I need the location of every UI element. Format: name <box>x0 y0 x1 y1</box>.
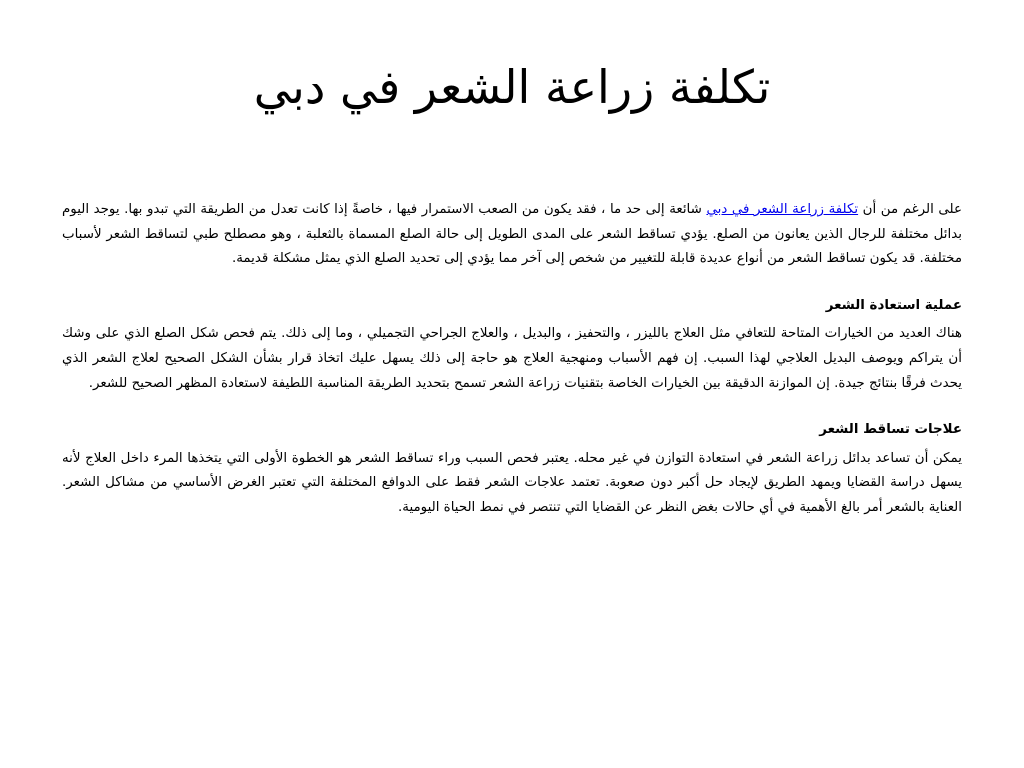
section-heading-hair-loss-treatments: علاجات تساقط الشعر <box>819 422 962 438</box>
slide-title: تكلفة زراعة الشعر في دبي <box>253 60 771 114</box>
intro-paragraph <box>62 198 962 272</box>
hair-transplant-cost-link[interactable]: تكلفة زراعة الشعر في دبي <box>706 202 859 217</box>
intro-text-after-link: شائعة إلى حد ما ، فقد يكون من الصعب الاستمرار فيها ، خاصةً إذا كانت تعدل من الطريقة التي تبدو بها. يوجد اليوم بدائل مختلفة للرجال الذين يعانون من الصلع. يؤدي تساقط الشعر على المدى الطويل إلى حالة الصلع المسماة بالثعلبة ، وهو مصطلح طبي لتساقط الشعر لأسباب مختلفة. قد يكون تساقط الشعر من أنواع عديدة قابلة للتغيير من شخص إلى آخر مما يؤدي إلى تحديد الصلع الذي يمثل مشكلة قديمة. <box>62 202 962 267</box>
slide-content <box>62 198 962 543</box>
section-heading-hair-restoration: عملية استعادة الشعر <box>825 297 962 313</box>
intro-text-before-link: على الرغم من أن <box>858 202 962 217</box>
section-body-hair-restoration: هناك العديد من الخيارات المتاحة للتعافي مثل العلاج بالليزر ، والتحفيز ، والبديل ، والعلاج الجراحي التجميلي ، وما إلى ذلك. يتم فحص شكل الصلع الذي على وشك أن يتراكم ويوصف البديل العلاجي لهذا السبب. إن فهم الأسباب ومنهجية العلاج هو حاجة إلى ذلك يسهل عليك اتخاذ قرار بشأن الشكل الصحيح لعلاج الشعر الذي يحدث فرقًا بنتائج جيدة. إن الموازنة الدقيقة بين الخيارات الخاصة بتقنيات زراعة الشعر تسمح بتحديد الطريقة المناسبة اللطيفة لاستعادة المظهر الصحيح للشعر. <box>62 326 962 391</box>
section-body-hair-loss-treatments: يمكن أن تساعد بدائل زراعة الشعر في استعادة التوازن في غير محله. يعتبر فحص السبب وراء تساقط الشعر هو الخطوة الأولى التي يتخذها المرء داخل العلاج لأنه يسهل دراسة القضايا ويمهد الطريق لإيجاد حل أكبر دون صعوبة. تعتمد علاجات الشعر فقط على الدوافع المختلفة التي تعتبر الغرض الأساسي من مشاكل الشعر. العناية بالشعر أمر بالغ الأهمية في أي حالات بغض النظر عن القضايا التي تنتصر في نمط الحياة اليومية. <box>62 450 962 515</box>
